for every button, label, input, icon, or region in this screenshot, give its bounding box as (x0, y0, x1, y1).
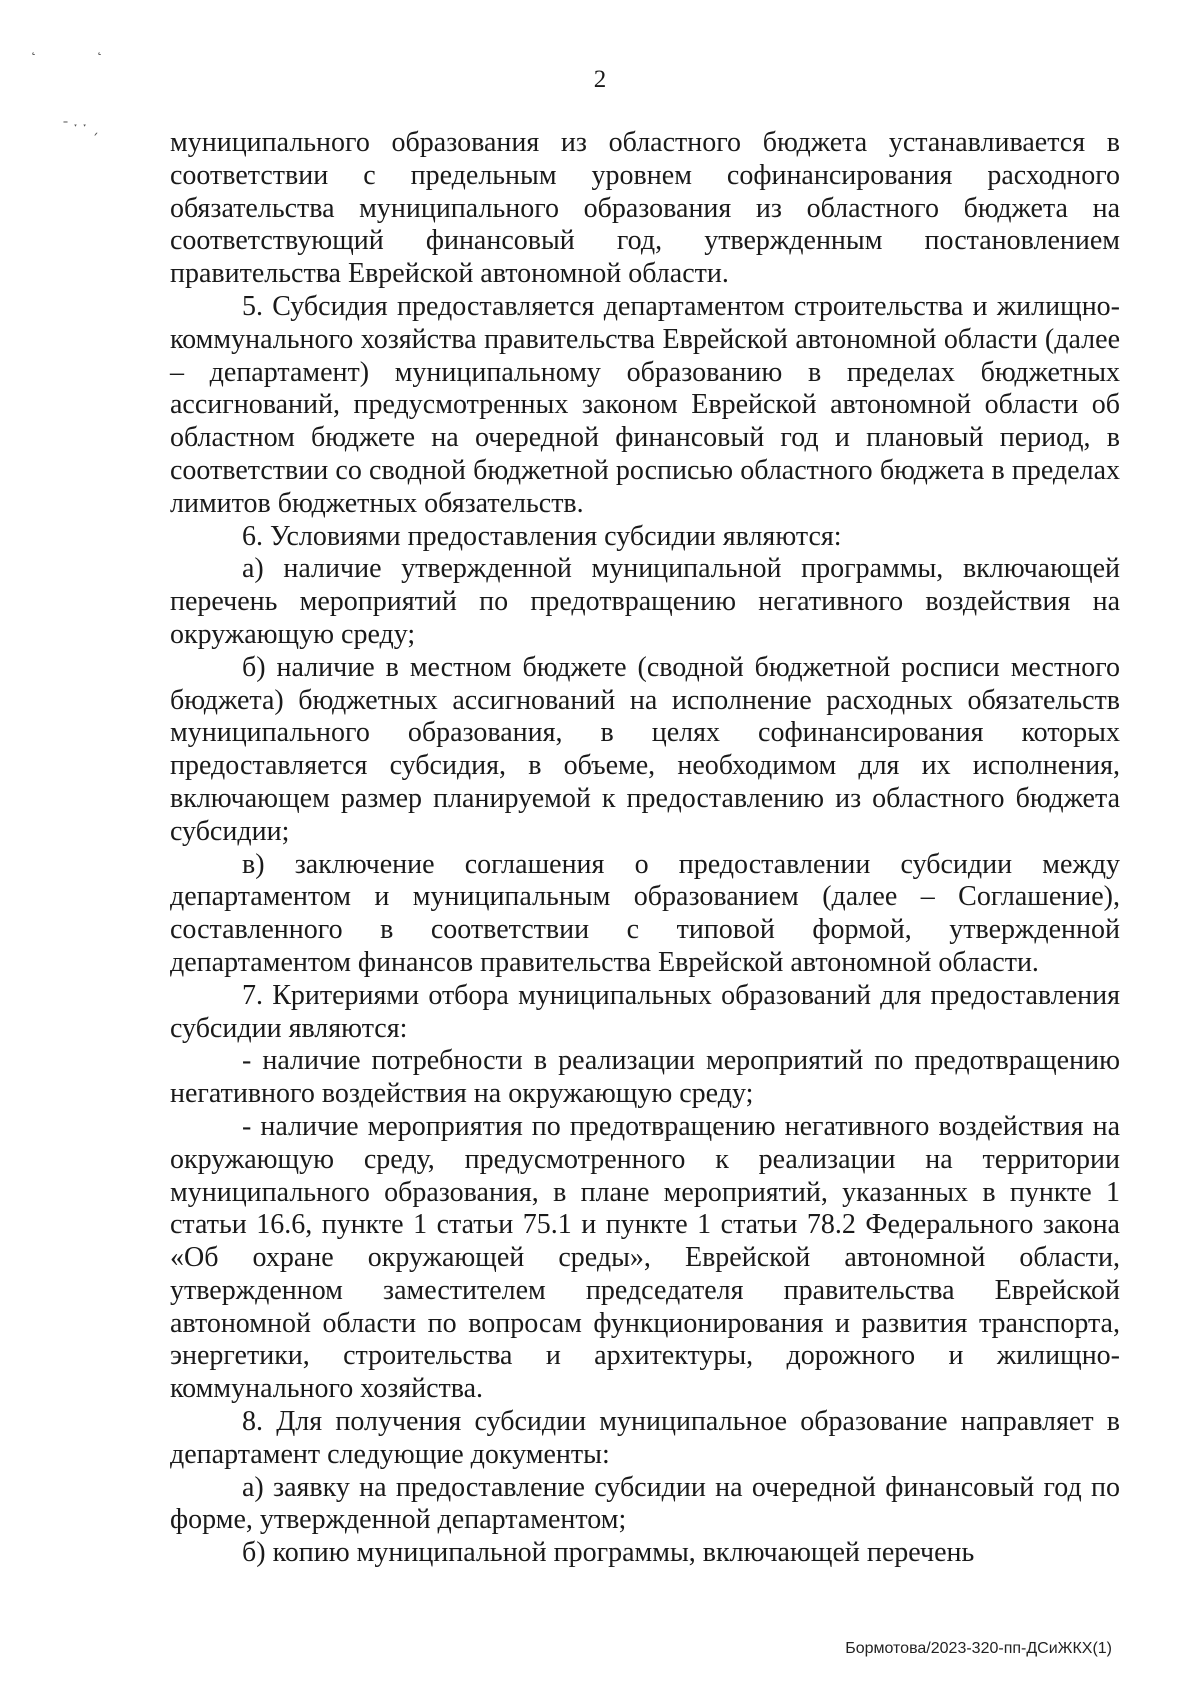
paragraph: - наличие мероприятия по предотвращению негативного воздействия на окружающую среду, предусмотренного к реализации на территории муниципального образования, в плане мероприятий, указанных в пункте 1 статьи 16.6, пункте 1 статьи 75.1 и пункте 1 статьи 78.2 Федерального закона «Об охране окружающей среды», Еврейской автономной области, утвержденном заместителем председателя правительства Еврейской автономной области по вопросам функционирования и развития транспорта, энергетики, строительства и архитектуры, дорожного и жилищно-коммунального хозяйства. (170, 1110, 1120, 1405)
paragraph: 5. Субсидия предоставляется департаментом строительства и жилищно-коммунального хозяйства правительства Еврейской автономной области (далее – департамент) муниципальному образованию в пределах бюджетных ассигнований, предусмотренных законом Еврейской автономной области об областном бюджете на очередной финансовый год и плановый период, в соответствии со сводной бюджетной росписью областного бюджета в пределах лимитов бюджетных обязательств. (170, 290, 1120, 519)
paragraph: б) наличие в местном бюджете (сводной бюджетной росписи местного бюджета) бюджетных ассигнований на исполнение расходных обязательств муниципального образования, в целях софинансирования которых предоставляется субсидия, в объеме, необходимом для их исполнения, включающем размер планируемой к предоставлению из областного бюджета субсидии; (170, 651, 1120, 847)
paragraph: б) копию муниципальной программы, включающей перечень (242, 1537, 975, 1569)
paragraph: в) заключение соглашения о предоставлении субсидии между департаментом и муниципальным образованием (далее – Соглашение), составленного в соответствии с типовой формой, утвержденной департаментом финансов правительства Еврейской автономной области. (170, 848, 1120, 978)
scan-speck: ˛ (30, 40, 37, 56)
paragraph: 6. Условиями предоставления субсидии являются: (242, 520, 842, 552)
scan-speck: ˉ ˑ ˑ ˏ (62, 120, 99, 136)
paragraph: 7. Критериями отбора муниципальных образований для предоставления субсидии являются: (170, 979, 1120, 1044)
paragraph: - наличие потребности в реализации мероприятий по предотвращению негативного воздействия на окружающую среду; (170, 1045, 1120, 1110)
paragraph: муниципального образования из областного бюджета устанавливается в соответствии с предельным уровнем софинансирования расходного обязательства муниципального образования из областного бюджета на соответствующий финансовый год, утвержденным постановлением правительства Еврейской автономной области. (170, 127, 1120, 290)
footer-document-code: Бормотова/2023-320-пп-ДСиЖКХ(1) (845, 1640, 1112, 1657)
document-body (170, 127, 1120, 1570)
paragraph: 8. Для получения субсидии муниципальное образование направляет в департамент следующие документы: (170, 1406, 1120, 1470)
paragraph: а) заявку на предоставление субсидии на очередной финансовый год по форме, утвержденной департаментом; (170, 1471, 1120, 1536)
scan-speck: ˛ (96, 40, 103, 56)
paragraph: а) наличие утвержденной муниципальной программы, включающей перечень мероприятий по предотвращению негативного воздействия на окружающую среду; (170, 553, 1120, 650)
page-number: 2 (593, 66, 607, 93)
